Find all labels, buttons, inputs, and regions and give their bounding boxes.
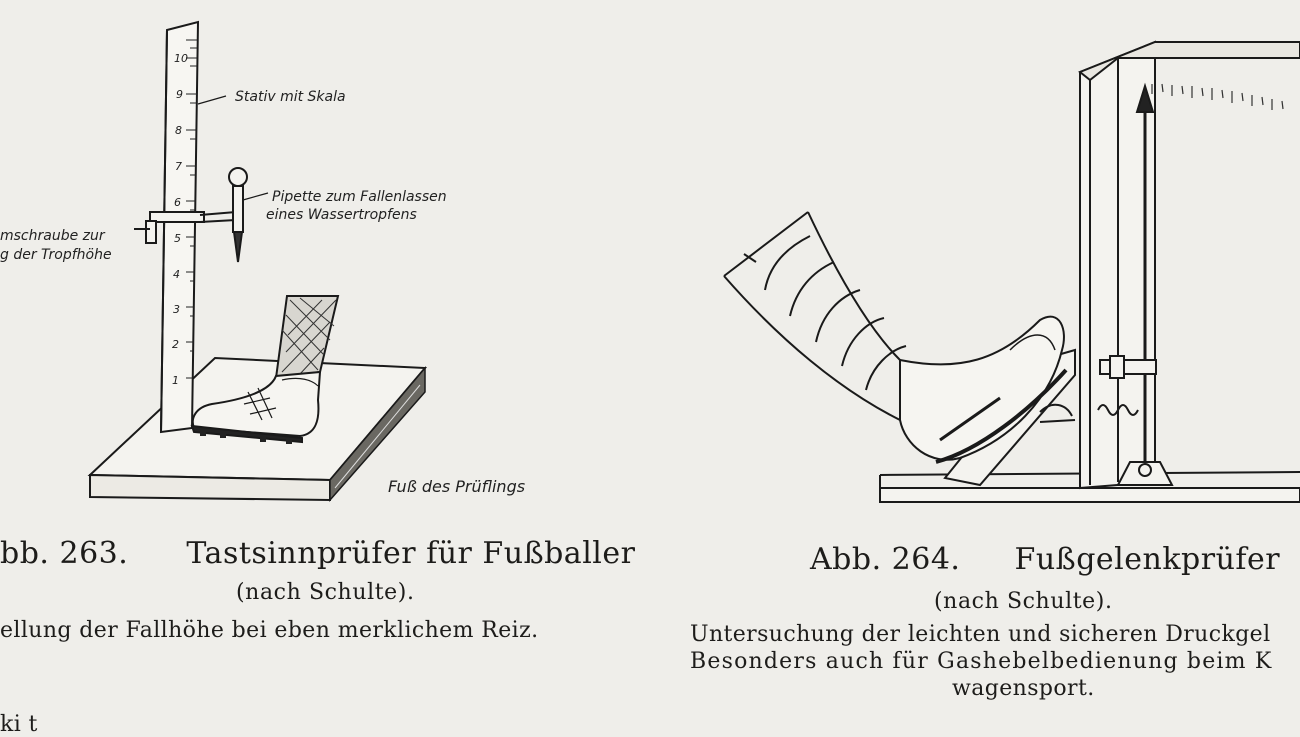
scale-tick-6: 6 bbox=[174, 196, 181, 209]
caption-264-description-line1: Untersuchung der leichten und sicheren Druckgel bbox=[690, 622, 1271, 647]
scale-tick-3: 3 bbox=[173, 303, 180, 316]
driving-shoe bbox=[900, 317, 1064, 460]
scale-tick-7: 7 bbox=[175, 160, 182, 173]
scale-tick-9: 9 bbox=[176, 88, 183, 101]
label-foot-of-subject: Fuß des Prüflings bbox=[388, 477, 526, 496]
label-pipette-line2: eines Wassertropfens bbox=[266, 207, 417, 223]
base-plank bbox=[880, 488, 1300, 502]
label-pipette-line1: Pipette zum Fallenlassen bbox=[272, 189, 447, 205]
caption-264-title: Fußgelenkprüfer bbox=[1014, 542, 1281, 577]
caption-264-description-line2: Besonders auch für Gashebelbedienung beim K bbox=[690, 649, 1273, 674]
rod-clamp bbox=[1100, 360, 1156, 374]
label-screw-line1: mschraube zur bbox=[0, 228, 105, 244]
caption-263-description: ellung der Fallhöhe bei eben merklichem Reiz. bbox=[0, 618, 539, 643]
label-screw-line2: g der Tropfhöhe bbox=[0, 247, 112, 263]
caption-264-subtitle: (nach Schulte). bbox=[934, 589, 1113, 614]
caption-263-title: Tastsinnprüfer für Fußballer bbox=[186, 536, 636, 571]
scale-tick-10: 10 bbox=[174, 52, 188, 65]
scale-tick-1: 1 bbox=[172, 374, 179, 387]
scale-tick-4: 4 bbox=[173, 268, 180, 281]
caption-263-number: bb. 263. bbox=[0, 536, 129, 571]
scale-tick-5: 5 bbox=[174, 232, 181, 245]
caption-263-subtitle: (nach Schulte). bbox=[236, 580, 415, 605]
caption-264-description-line3: wagensport. bbox=[952, 676, 1095, 701]
footer-text-fragment: ki t bbox=[0, 712, 38, 737]
scale-tick-8: 8 bbox=[175, 124, 182, 137]
gauge-scale bbox=[1152, 84, 1283, 110]
scale-tick-2: 2 bbox=[172, 338, 179, 351]
label-stand-with-scale: Stativ mit Skala bbox=[235, 89, 346, 105]
caption-264-number: Abb. 264. bbox=[810, 542, 961, 577]
